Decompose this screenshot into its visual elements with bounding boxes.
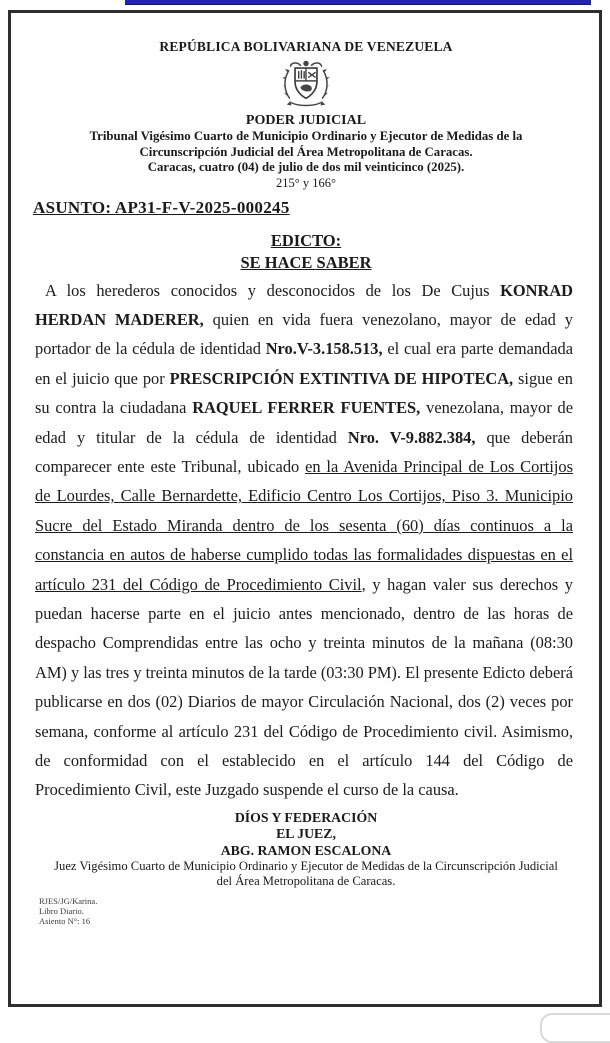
top-blue-underline-bar	[125, 0, 591, 5]
anniversary-years-line: 215° y 166°	[276, 175, 336, 190]
judge-title-line1: Juez Vigésimo Cuarto de Municipio Ordinario y Ejecutor de Medidas de la Circunscripción Judicial	[54, 859, 558, 874]
edict-body-segment: KONRAD HERDAN MADERER,	[35, 280, 573, 329]
edict-body-segment: el cual era parte demandada en el juicio que por	[35, 339, 573, 388]
closing-el-juez: EL JUEZ,	[276, 826, 336, 842]
edict-body-segment: que deberán comparecer ente este Tribunal, ubicado	[35, 427, 574, 476]
edict-body-segment: sigue en su contra la ciudadana	[35, 368, 573, 418]
registry-initials: RJES/JG/Karina.	[39, 896, 98, 907]
edict-body	[35, 276, 573, 805]
edict-body-segment: , y hagan valer sus derechos y puedan hacerse parte en el juicio antes mencionado, dentro de las horas de despacho Comprendidas entre las ocho y treinta minutos de la mañana (08:30 AM) y las tres y treinta minutos de la tarde (03:30 PM). El presente Edicto deberá publicarse en dos (02) Diarios de mayor Circulación Nacional, dos (2) veces por semana, conforme al artículo 231 del Código de Procedimiento civil. Asimismo, de conformidad con el establecido en el artículo 144 del Código de Procedimiento Civil, este Juzgado suspende el curso de la causa.	[35, 574, 574, 800]
closing-god-federation: DÍOS Y FEDERACIÓN	[234, 809, 378, 825]
bottom-right-rounded-corner	[540, 1013, 610, 1043]
registry-asiento: Asiento N°: 16	[39, 916, 91, 927]
republic-title: REPÚBLICA BOLIVARIANA DE VENEZUELA	[159, 39, 453, 54]
edict-body-segment: venezolana, mayor de edad y titular de la cédula de identidad	[35, 398, 573, 447]
case-number-line: ASUNTO: AP31-F-V-2025-000245	[33, 197, 290, 217]
registry-libro-diario: Libro Diario.	[39, 906, 84, 917]
edict-document-frame	[8, 10, 602, 1007]
edict-body-segment: en la Avenida Principal de Los Cortijos de Lourdes, Calle Bernardette, Edificio Centro Los Cortijos, Piso 3. Municipio Sucre del Estado Miranda dentro de los sesenta (60) días continuos a la constancia en autos de haberse cumplido todas las formalidades dispuestas en el artículo 231 del Código de Procedimiento Civil	[35, 456, 574, 594]
edict-body-segment: RAQUEL FERRER FUENTES,	[192, 398, 421, 418]
edict-body-segment: Nro. V-9.882.384,	[347, 427, 476, 447]
edict-subtitle: SE HACE SABER	[240, 252, 372, 272]
edict-body-segment: A los herederos conocidos y desconocidos de los De Cujus	[45, 280, 501, 300]
tribunal-name-line1: Tribunal Vigésimo Cuarto de Municipio Ordinario y Ejecutor de Medidas de la	[89, 129, 523, 143]
edict-body-segment: Nro.V-3.158.513,	[265, 339, 383, 359]
venezuela-coat-of-arms-icon	[278, 58, 334, 111]
edict-body-segment: PRESCRIPCIÓN EXTINTIVA DE HIPOTECA,	[169, 368, 514, 388]
date-line: Caracas, cuatro (04) de julio de dos mil veinticinco (2025).	[147, 160, 465, 174]
judge-name: ABG. RAMON ESCALONA	[220, 842, 392, 858]
tribunal-name-line2: Circunscripción Judicial del Área Metropolitana de Caracas.	[139, 144, 473, 159]
edict-body-segment: quien en vida fuera venezolano, mayor de edad y portador de la cédula de identidad	[35, 309, 573, 359]
poder-judicial-title: PODER JUDICIAL	[245, 113, 367, 128]
edict-title: EDICTO:	[270, 230, 342, 250]
judge-title-line2: del Área Metropolitana de Caracas.	[216, 874, 396, 889]
